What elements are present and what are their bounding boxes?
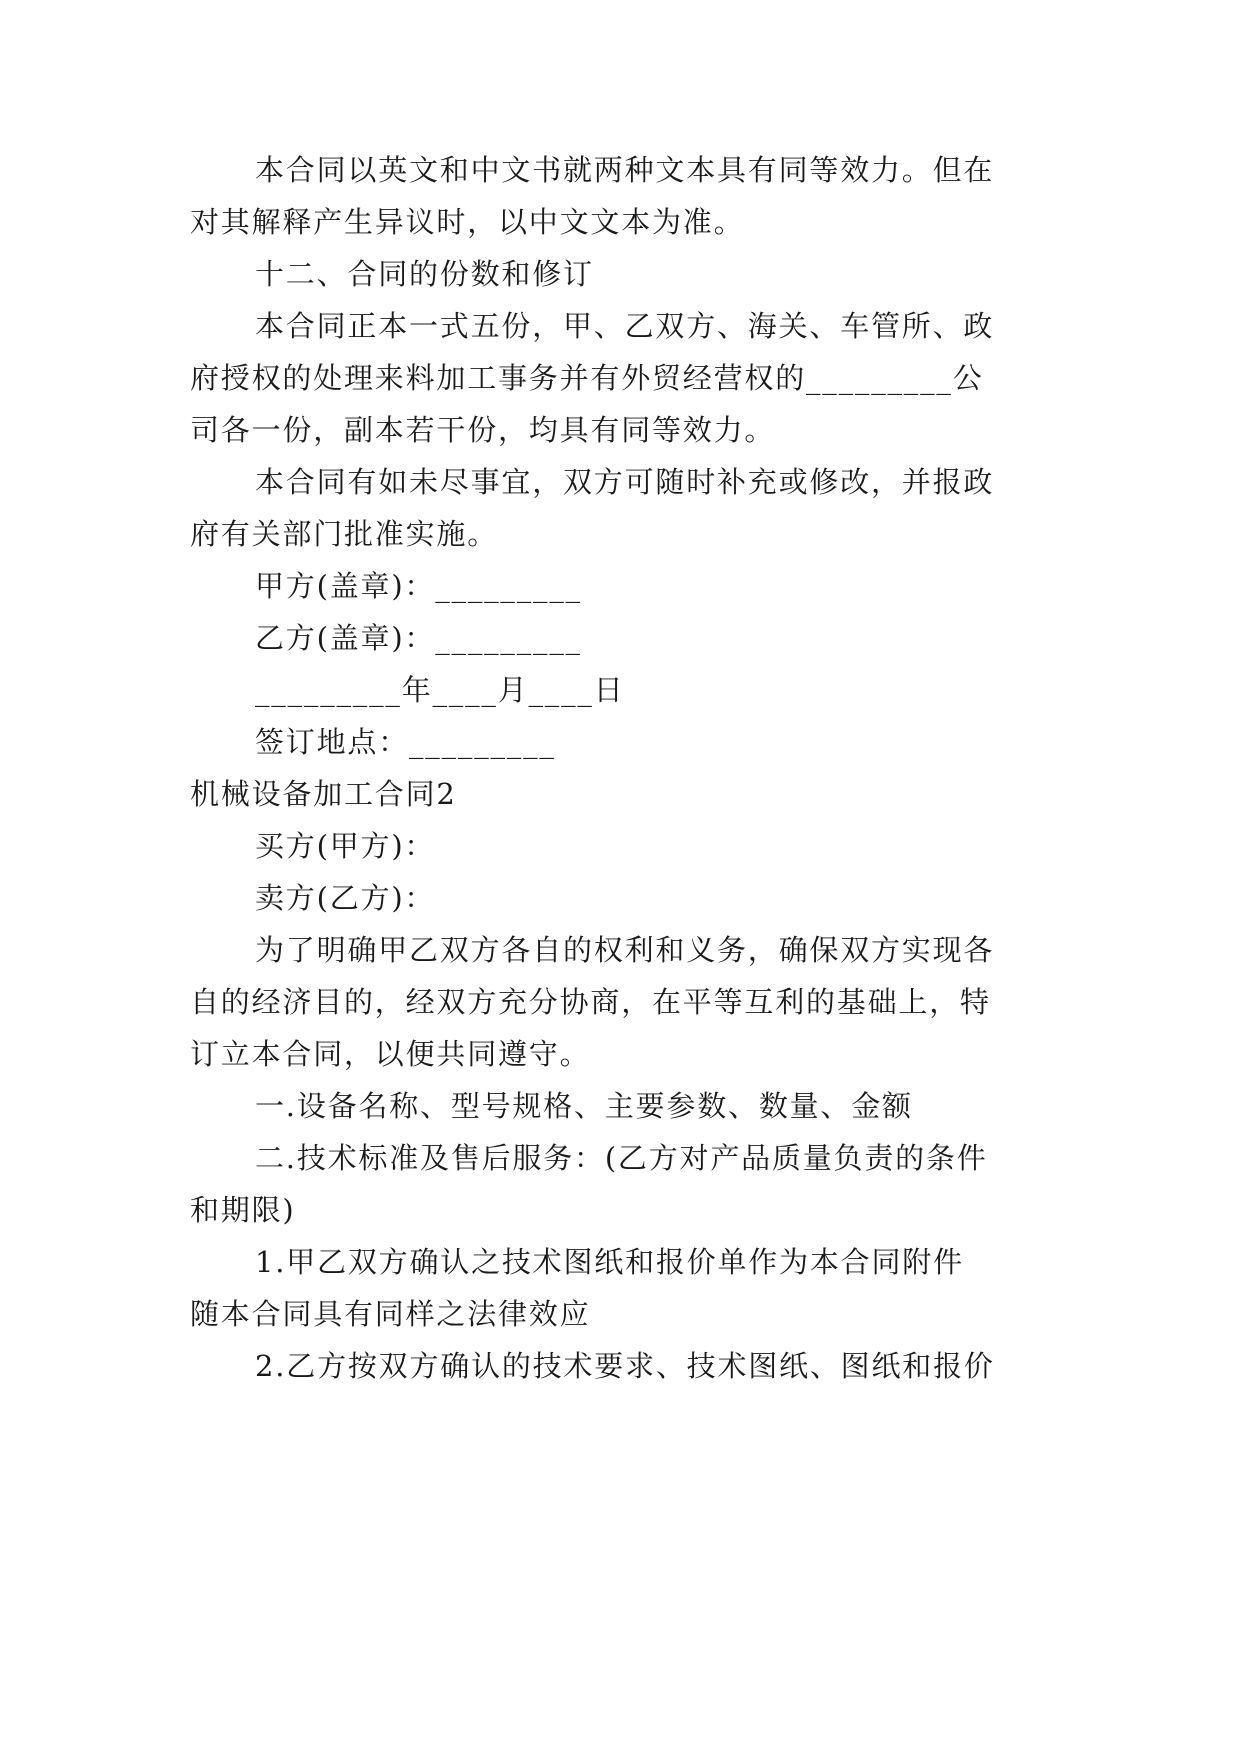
preamble-line-3: 订立本合同，以便共同遵守。 xyxy=(190,1037,591,1071)
paragraph-copies-line-3: 司各一份，副本若干份，均具有同等效力。 xyxy=(190,413,776,447)
item-1-line-2: 随本合同具有同样之法律效应 xyxy=(190,1297,591,1331)
paragraph-language-clause-line-2: 对其解释产生异议时，以中文文本为准。 xyxy=(190,205,745,239)
contract-title: 机械设备加工合同2 xyxy=(190,777,457,811)
buyer-line: 买方(甲方)： xyxy=(255,829,436,863)
preamble-line-1: 为了明确甲乙双方各自的权利和义务，确保双方实现各 xyxy=(255,933,995,967)
clause-2-technical-standard-line-2: 和期限) xyxy=(190,1193,296,1227)
item-2-line-1: 2.乙方按双方确认的技术要求、技术图纸、图纸和报价 xyxy=(255,1349,995,1383)
paragraph-supplement-line-1: 本合同有如未尽事宜，双方可随时补充或修改，并报政 xyxy=(255,465,995,499)
clause-2-technical-standard-line-1: 二.技术标准及售后服务：(乙方对产品质量负责的条件 xyxy=(255,1141,988,1175)
paragraph-copies-line-2: 府授权的处理来料加工事务并有外贸经营权的_________公 xyxy=(190,361,984,395)
paragraph-supplement-line-2: 府有关部门批准实施。 xyxy=(190,517,499,551)
clause-1-equipment: 一.设备名称、型号规格、主要参数、数量、金额 xyxy=(255,1089,913,1123)
seller-line: 卖方(乙方)： xyxy=(255,881,436,915)
paragraph-copies-line-1: 本合同正本一式五份，甲、乙双方、海关、车管所、政 xyxy=(255,309,995,343)
item-1-line-1: 1.甲乙双方确认之技术图纸和报价单作为本合同附件 xyxy=(255,1245,964,1279)
party-a-seal-line: 甲方(盖章)：_________ xyxy=(255,569,582,603)
signing-place-line: 签订地点：_________ xyxy=(255,725,556,759)
preamble-line-2: 自的经济目的，经双方充分协商，在平等互利的基础上，特 xyxy=(190,985,991,1019)
paragraph-language-clause-line-1: 本合同以英文和中文书就两种文本具有同等效力。但在 xyxy=(255,153,995,187)
party-b-seal-line: 乙方(盖章)：_________ xyxy=(255,621,582,655)
date-line: _________年____月____日 xyxy=(255,673,625,707)
section-heading-copies-amendment: 十二、合同的份数和修订 xyxy=(255,257,594,291)
